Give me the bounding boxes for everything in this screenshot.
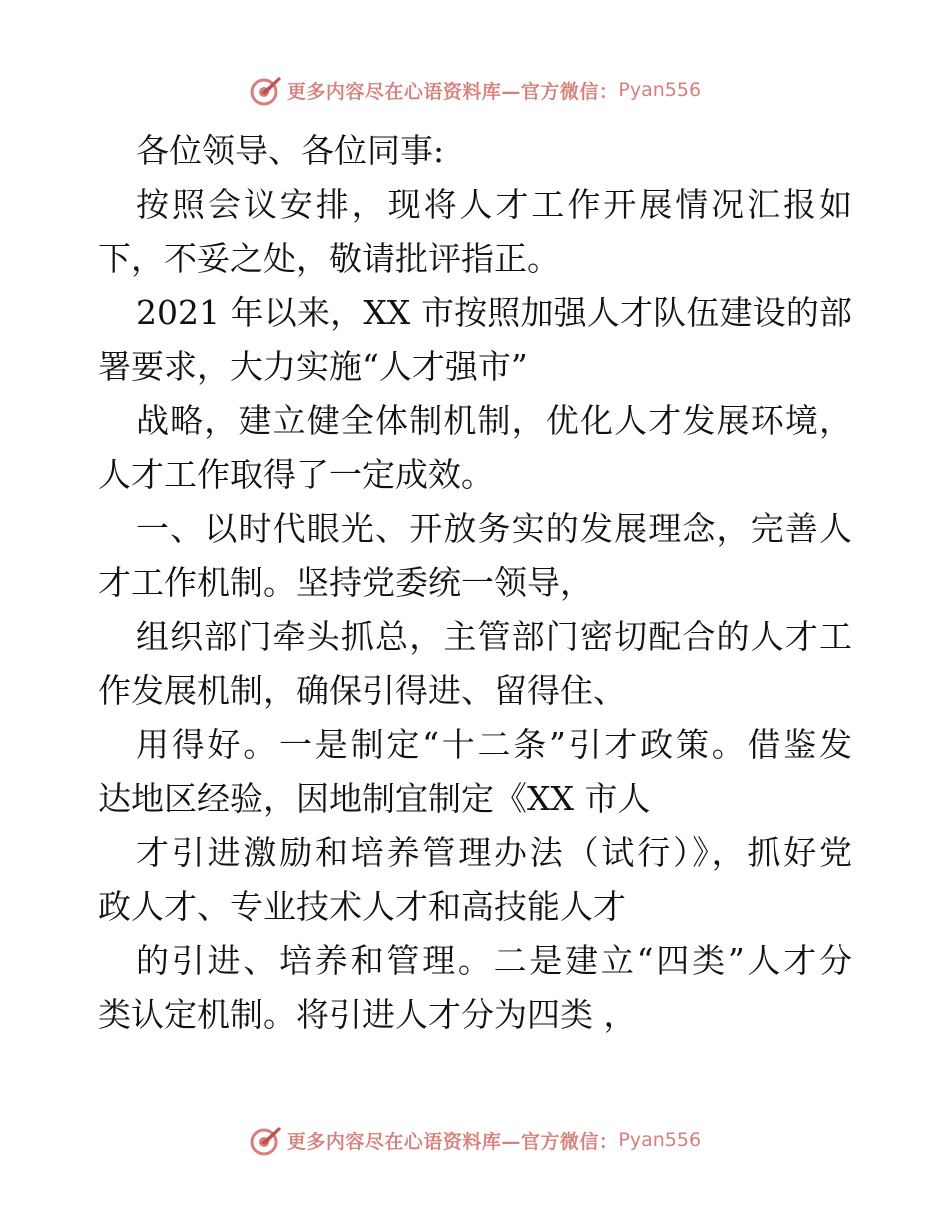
header-banner-text: 更多内容尽在心语资料库—官方微信： [286, 80, 619, 103]
document-body [98, 124, 852, 1042]
paragraph-line: 署要求，大力实施“人才强市” [98, 347, 528, 386]
footer-banner [0, 1120, 950, 1160]
header-banner-wechat: Pyan556 [618, 79, 702, 101]
paragraph-line: 战略，建立健全体制机制，优化人才发展环境， [136, 401, 852, 440]
quill-logo-icon [249, 73, 283, 107]
paragraph-line: 的引进、培养和管理。二是建立“四类”人才分 [136, 941, 852, 980]
paragraph-line: 各位领导、各位同事: [136, 131, 445, 170]
paragraph-line: 才引进激励和培养管理办法（试行）》，抓好党 [136, 833, 852, 872]
paragraph-line: 类认定机制。将引进人才分为四类 ， [98, 995, 637, 1034]
paragraph-line: 按照会议安排，现将人才工作开展情况汇报如 [136, 185, 852, 224]
paragraph-line: 一、以时代眼光、开放务实的发展理念，完善人 [136, 509, 852, 548]
footer-banner-text: 更多内容尽在心语资料库—官方微信： [286, 1130, 619, 1153]
paragraph-line: 政人才、专业技术人才和高技能人才 [98, 887, 626, 926]
quill-logo-icon [249, 1123, 283, 1157]
paragraph-line: 达地区经验，因地制宜制定《XX 市人 [98, 779, 651, 818]
paragraph-line: 人才工作取得了一定成效。 [98, 455, 494, 494]
paragraph-line: 组织部门牵头抓总，主管部门密切配合的人才工 [136, 617, 852, 656]
footer-banner-wechat: Pyan556 [618, 1129, 702, 1151]
paragraph-line: 用得好。一是制定“十二条”引才政策。借鉴发 [136, 725, 852, 764]
header-banner [0, 70, 950, 110]
paragraph-line: 下，不妥之处，敬请批评指正。 [98, 239, 560, 278]
paragraph-line: 作发展机制，确保引得进、留得住、 [98, 671, 626, 710]
paragraph-line: 2021 年以来，XX 市按照加强人才队伍建设的部 [136, 293, 852, 332]
paragraph-line: 才工作机制。坚持党委统一领导， [98, 563, 593, 602]
